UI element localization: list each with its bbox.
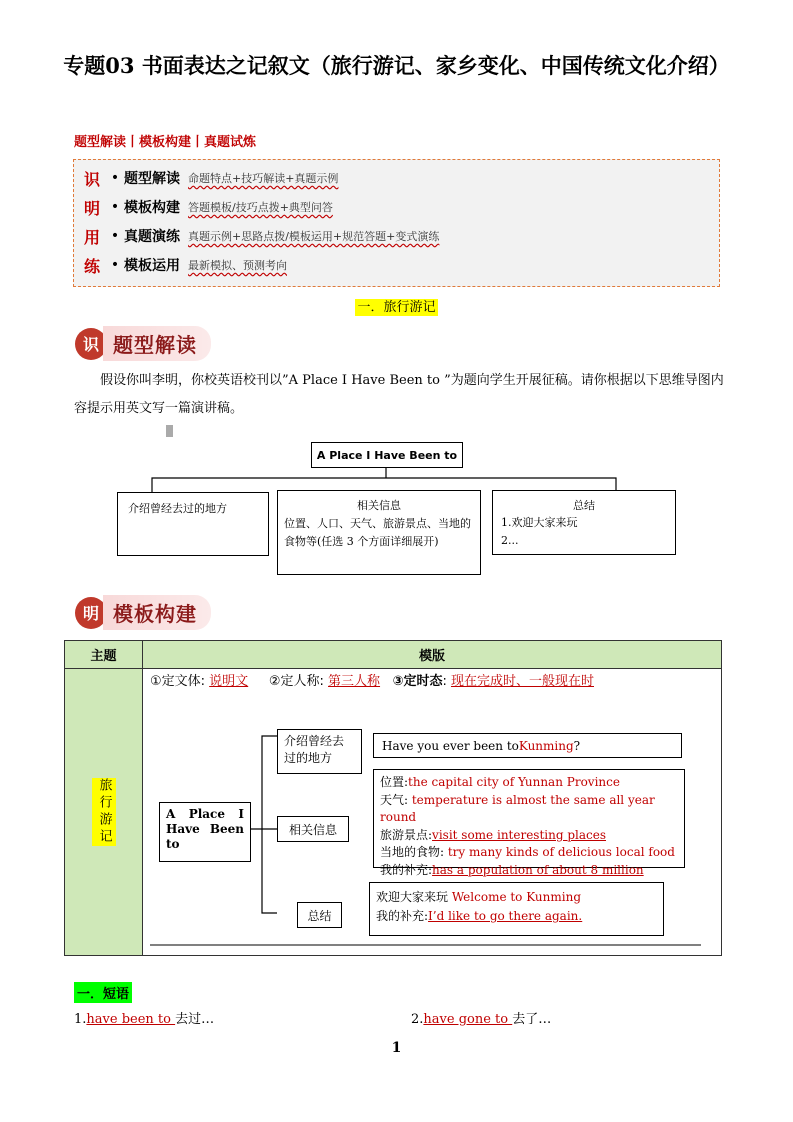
template-node-summary: 总结 [297,902,342,928]
template-root [159,802,251,862]
info-key: 位置: [380,775,409,789]
setting-tense-label: ③定时态 [392,674,443,689]
setting-style-value: 说明文 [209,674,249,689]
mindmap-branch-3 [492,490,676,555]
phrase-cn: 去了… [512,1012,552,1027]
template-node-info: 相关信息 [277,816,349,842]
overview-side-char: 识 [84,169,101,189]
bullet-icon: • [110,199,120,215]
overview-desc: 真题示例+思路点拨/模板运用+规范答题+变式演练 [188,230,440,243]
template-intro-box [373,733,682,758]
info-line [380,862,678,880]
badge-text: 题型解读 [103,326,211,361]
info-line [380,774,678,792]
section-heading-text: 一．旅行游记 [357,300,436,315]
setting-tense-value: 现在完成时、一般现在时 [450,674,594,689]
page-title: 专题03 书面表达之记叙文（旅行游记、家乡变化、中国传统文化介绍） [63,53,730,78]
table-header-template: 模版 [143,641,721,669]
setting-person-label: ②定人称 [268,674,320,689]
mindmap-branch-3-line: 2... [501,534,519,547]
overview-side-char: 练 [84,256,101,276]
page-number: 1 [391,1040,402,1056]
mindmap-root: A Place I Have Been to [311,442,463,468]
overview-desc: 最新模拟、预测考向 [188,259,287,272]
template-info-box [373,769,685,877]
setting-person-value: 第三人称 [328,674,381,689]
phrase-en: have gone to [423,1012,513,1027]
info-value: the capital city of Yunnan Province [408,775,620,789]
overview-side-char: 用 [84,227,101,247]
bullet-icon: • [110,257,120,273]
mindmap-branch-3-line: 1.欢迎大家来玩 [501,516,578,529]
overview-desc: 命题特点+技巧解读+真题示例 [188,172,339,185]
summary-key: 我的补充: [376,909,429,923]
phrase-item [411,1008,551,1027]
bullet-icon: • [110,170,120,186]
mindmap-branch-2-title: 相关信息 [357,499,401,512]
phrase-num: 1. [74,1012,87,1027]
prompt-paragraph: 假设你叫李明，你校英语校刊以”A Place I Have Been to ”为题向学生开展征稿。请你根据以下思维导图内容提示用英文写一篇演讲稿。 [74,373,724,416]
info-value: has a population of about 8 million [432,862,644,877]
template-root-text: A Place I Have Been to [166,807,244,851]
section-nav: 题型解读丨模板构建丨真题试炼 [74,135,257,150]
table-topic-text: 旅行游记 [92,778,116,846]
mindmap-branch-2-text: 位置、人口、天气、旅游景点、当地的食物等(任选 3 个方面详细展开) [284,517,471,548]
summary-key: 欢迎大家来玩 [376,890,452,904]
phrases-heading: 一．短语 [74,982,132,1003]
mindmap-branch-2 [277,490,481,575]
intro-city: Kunming [518,738,574,753]
intro-question: Have you ever been to [382,738,519,753]
overview-label: 题型解读 [124,171,180,187]
summary-value: I’d like to go there again. [428,909,583,923]
info-value: try many kinds of delicious local food [447,845,675,859]
phrase-item [74,1008,214,1027]
overview-label: 模板构建 [124,200,180,216]
summary-line [376,907,657,926]
info-line [380,827,678,845]
mindmap-branch-3-title: 总结 [573,499,595,512]
summary-value: Welcome to Kunming [451,890,582,904]
mindmap-branch-1 [117,492,269,556]
phrase-num: 2. [411,1012,424,1027]
mindmap-branch-1-text: 介绍曾经去过的地方 [128,502,227,515]
info-value: temperature is almost the same all year round [380,792,655,824]
overview-side-char: 明 [84,198,101,218]
info-line [380,792,678,827]
badge-icon: 明 [75,597,107,629]
template-summary-box [369,882,664,936]
intro-question-end: ? [573,738,581,753]
badge-text: 模板构建 [103,595,211,630]
info-line [380,844,678,862]
overview-desc: 答题模板/技巧点拨+典型问答 [188,201,333,214]
phrase-en: have been to [86,1012,176,1027]
badge-icon: 识 [75,328,107,360]
setting-style-label: ①定文体 [150,674,201,689]
table-header-topic: 主题 [65,641,143,669]
phrase-cn: 去过… [175,1012,215,1027]
info-key: 我的补充: [380,862,433,877]
overview-label: 真题演练 [124,229,180,245]
info-value: visit some interesting places [432,827,606,842]
template-node-intro [277,729,362,774]
info-key: 旅游景点: [380,827,433,842]
template-node-intro-text: 介绍曾经去过的地方 [284,734,345,765]
overview-label: 模板运用 [124,258,180,274]
info-key: 天气: [380,792,412,807]
summary-line [376,888,657,907]
info-key: 当地的食物: [380,845,448,859]
template-settings: ①定文体: 说明文 ②定人称: 第三人称 ③定时态: 现在完成时、一般现在时 [150,674,594,689]
bullet-icon: • [110,228,120,244]
